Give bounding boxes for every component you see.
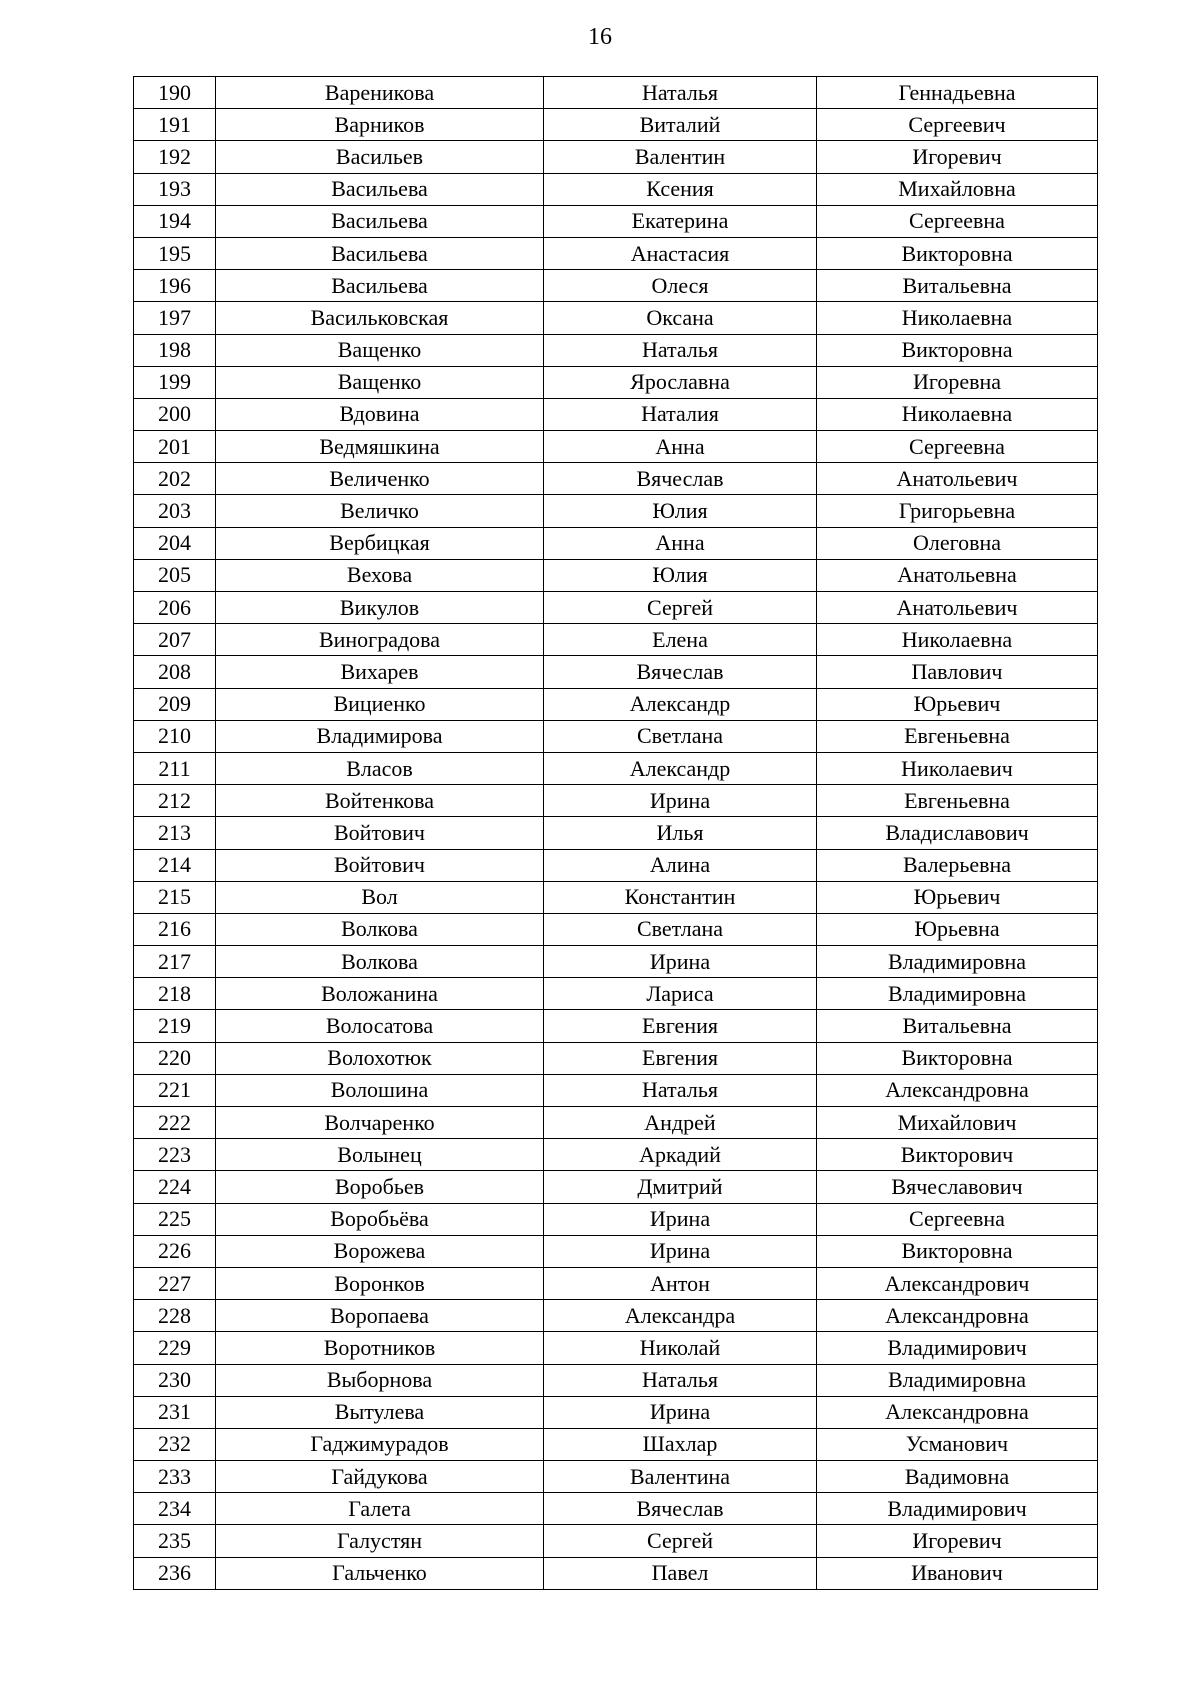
last-name-cell: Вербицкая xyxy=(216,527,544,559)
table-row xyxy=(134,817,1098,849)
first-name-cell: Екатерина xyxy=(544,205,817,237)
first-name-cell: Ирина xyxy=(544,785,817,817)
patronymic-cell: Владимировна xyxy=(817,1364,1098,1396)
row-number-cell: 230 xyxy=(134,1364,216,1396)
row-number-cell: 209 xyxy=(134,688,216,720)
row-number-cell: 198 xyxy=(134,334,216,366)
table-row xyxy=(134,1396,1098,1428)
last-name-cell: Вехова xyxy=(216,559,544,591)
patronymic-cell: Витальевна xyxy=(817,270,1098,302)
patronymic-cell: Владимирович xyxy=(817,1493,1098,1525)
patronymic-cell: Вадимовна xyxy=(817,1461,1098,1493)
last-name-cell: Вареникова xyxy=(216,77,544,109)
last-name-cell: Вдовина xyxy=(216,398,544,430)
first-name-cell: Евгения xyxy=(544,1042,817,1074)
first-name-cell: Юлия xyxy=(544,495,817,527)
row-number-cell: 233 xyxy=(134,1461,216,1493)
table-row xyxy=(134,109,1098,141)
last-name-cell: Гаджимурадов xyxy=(216,1428,544,1460)
last-name-cell: Воронков xyxy=(216,1267,544,1299)
patronymic-cell: Викторовна xyxy=(817,237,1098,269)
row-number-cell: 194 xyxy=(134,205,216,237)
first-name-cell: Вячеслав xyxy=(544,463,817,495)
row-number-cell: 191 xyxy=(134,109,216,141)
patronymic-cell: Владиславович xyxy=(817,817,1098,849)
table-row xyxy=(134,398,1098,430)
row-number-cell: 227 xyxy=(134,1267,216,1299)
table-row xyxy=(134,559,1098,591)
table-row xyxy=(134,237,1098,269)
last-name-cell: Выборнова xyxy=(216,1364,544,1396)
patronymic-cell: Викторовна xyxy=(817,334,1098,366)
first-name-cell: Анастасия xyxy=(544,237,817,269)
last-name-cell: Вытулева xyxy=(216,1396,544,1428)
patronymic-cell: Анатольевич xyxy=(817,592,1098,624)
table-row xyxy=(134,1428,1098,1460)
last-name-cell: Воропаева xyxy=(216,1300,544,1332)
first-name-cell: Юлия xyxy=(544,559,817,591)
row-number-cell: 235 xyxy=(134,1525,216,1557)
table-row xyxy=(134,77,1098,109)
row-number-cell: 232 xyxy=(134,1428,216,1460)
patronymic-cell: Александровна xyxy=(817,1300,1098,1332)
table-row xyxy=(134,205,1098,237)
patronymic-cell: Олеговна xyxy=(817,527,1098,559)
last-name-cell: Варников xyxy=(216,109,544,141)
row-number-cell: 211 xyxy=(134,752,216,784)
first-name-cell: Ярославна xyxy=(544,366,817,398)
patronymic-cell: Владимировна xyxy=(817,946,1098,978)
row-number-cell: 199 xyxy=(134,366,216,398)
table-row xyxy=(134,1461,1098,1493)
table-row xyxy=(134,1300,1098,1332)
patronymic-cell: Игоревич xyxy=(817,141,1098,173)
patronymic-cell: Викторовна xyxy=(817,1042,1098,1074)
table-row xyxy=(134,1235,1098,1267)
row-number-cell: 216 xyxy=(134,913,216,945)
first-name-cell: Александра xyxy=(544,1300,817,1332)
table-row xyxy=(134,1010,1098,1042)
table-row xyxy=(134,334,1098,366)
last-name-cell: Войтенкова xyxy=(216,785,544,817)
last-name-cell: Воротников xyxy=(216,1332,544,1364)
row-number-cell: 202 xyxy=(134,463,216,495)
first-name-cell: Ксения xyxy=(544,173,817,205)
patronymic-cell: Александровна xyxy=(817,1396,1098,1428)
first-name-cell: Анна xyxy=(544,431,817,463)
page-number: 16 xyxy=(588,24,612,50)
row-number-cell: 190 xyxy=(134,77,216,109)
table-row xyxy=(134,1171,1098,1203)
table-row xyxy=(134,1557,1098,1589)
row-number-cell: 221 xyxy=(134,1074,216,1106)
patronymic-cell: Николаевна xyxy=(817,624,1098,656)
row-number-cell: 229 xyxy=(134,1332,216,1364)
first-name-cell: Ирина xyxy=(544,1235,817,1267)
first-name-cell: Ирина xyxy=(544,946,817,978)
patronymic-cell: Викторович xyxy=(817,1139,1098,1171)
patronymic-cell: Сергеевна xyxy=(817,205,1098,237)
patronymic-cell: Витальевна xyxy=(817,1010,1098,1042)
row-number-cell: 225 xyxy=(134,1203,216,1235)
first-name-cell: Александр xyxy=(544,752,817,784)
row-number-cell: 219 xyxy=(134,1010,216,1042)
last-name-cell: Викулов xyxy=(216,592,544,624)
row-number-cell: 192 xyxy=(134,141,216,173)
row-number-cell: 224 xyxy=(134,1171,216,1203)
patronymic-cell: Александровна xyxy=(817,1074,1098,1106)
table-row xyxy=(134,752,1098,784)
patronymic-cell: Михайлович xyxy=(817,1107,1098,1139)
row-number-cell: 196 xyxy=(134,270,216,302)
first-name-cell: Наталья xyxy=(544,77,817,109)
last-name-cell: Ващенко xyxy=(216,334,544,366)
table-row xyxy=(134,302,1098,334)
first-name-cell: Шахлар xyxy=(544,1428,817,1460)
table-row xyxy=(134,1107,1098,1139)
last-name-cell: Войтович xyxy=(216,849,544,881)
table-row xyxy=(134,495,1098,527)
first-name-cell: Светлана xyxy=(544,913,817,945)
table-row xyxy=(134,1042,1098,1074)
first-name-cell: Сергей xyxy=(544,1525,817,1557)
roster-table-body xyxy=(134,77,1098,1590)
table-row xyxy=(134,1203,1098,1235)
last-name-cell: Величенко xyxy=(216,463,544,495)
patronymic-cell: Геннадьевна xyxy=(817,77,1098,109)
row-number-cell: 223 xyxy=(134,1139,216,1171)
patronymic-cell: Михайловна xyxy=(817,173,1098,205)
first-name-cell: Ирина xyxy=(544,1396,817,1428)
patronymic-cell: Вячеславович xyxy=(817,1171,1098,1203)
first-name-cell: Светлана xyxy=(544,720,817,752)
row-number-cell: 201 xyxy=(134,431,216,463)
roster-table xyxy=(133,76,1098,1590)
patronymic-cell: Юрьевич xyxy=(817,688,1098,720)
table-row xyxy=(134,881,1098,913)
row-number-cell: 193 xyxy=(134,173,216,205)
row-number-cell: 215 xyxy=(134,881,216,913)
first-name-cell: Дмитрий xyxy=(544,1171,817,1203)
row-number-cell: 226 xyxy=(134,1235,216,1267)
last-name-cell: Галустян xyxy=(216,1525,544,1557)
last-name-cell: Васильева xyxy=(216,173,544,205)
last-name-cell: Васильковская xyxy=(216,302,544,334)
last-name-cell: Ведмяшкина xyxy=(216,431,544,463)
first-name-cell: Наталья xyxy=(544,334,817,366)
first-name-cell: Валентин xyxy=(544,141,817,173)
table-row xyxy=(134,656,1098,688)
row-number-cell: 197 xyxy=(134,302,216,334)
patronymic-cell: Анатольевич xyxy=(817,463,1098,495)
row-number-cell: 214 xyxy=(134,849,216,881)
table-row xyxy=(134,1364,1098,1396)
patronymic-cell: Викторовна xyxy=(817,1235,1098,1267)
table-row xyxy=(134,1493,1098,1525)
first-name-cell: Наталья xyxy=(544,1074,817,1106)
last-name-cell: Волохотюк xyxy=(216,1042,544,1074)
first-name-cell: Илья xyxy=(544,817,817,849)
patronymic-cell: Владимировна xyxy=(817,978,1098,1010)
last-name-cell: Воложанина xyxy=(216,978,544,1010)
patronymic-cell: Александрович xyxy=(817,1267,1098,1299)
last-name-cell: Власов xyxy=(216,752,544,784)
patronymic-cell: Сергеевич xyxy=(817,109,1098,141)
table-row xyxy=(134,270,1098,302)
table-row xyxy=(134,1139,1098,1171)
table-row xyxy=(134,1267,1098,1299)
row-number-cell: 228 xyxy=(134,1300,216,1332)
last-name-cell: Воробьев xyxy=(216,1171,544,1203)
patronymic-cell: Евгеньевна xyxy=(817,720,1098,752)
first-name-cell: Аркадий xyxy=(544,1139,817,1171)
patronymic-cell: Николаевна xyxy=(817,398,1098,430)
first-name-cell: Вячеслав xyxy=(544,1493,817,1525)
patronymic-cell: Иванович xyxy=(817,1557,1098,1589)
last-name-cell: Васильева xyxy=(216,237,544,269)
table-row xyxy=(134,431,1098,463)
table-row xyxy=(134,624,1098,656)
last-name-cell: Вол xyxy=(216,881,544,913)
row-number-cell: 236 xyxy=(134,1557,216,1589)
row-number-cell: 220 xyxy=(134,1042,216,1074)
first-name-cell: Валентина xyxy=(544,1461,817,1493)
row-number-cell: 213 xyxy=(134,817,216,849)
last-name-cell: Виноградова xyxy=(216,624,544,656)
first-name-cell: Антон xyxy=(544,1267,817,1299)
last-name-cell: Волчаренко xyxy=(216,1107,544,1139)
first-name-cell: Оксана xyxy=(544,302,817,334)
first-name-cell: Вячеслав xyxy=(544,656,817,688)
first-name-cell: Алина xyxy=(544,849,817,881)
row-number-cell: 205 xyxy=(134,559,216,591)
last-name-cell: Вихарев xyxy=(216,656,544,688)
table-row xyxy=(134,785,1098,817)
last-name-cell: Войтович xyxy=(216,817,544,849)
row-number-cell: 231 xyxy=(134,1396,216,1428)
patronymic-cell: Юрьевич xyxy=(817,881,1098,913)
patronymic-cell: Усманович xyxy=(817,1428,1098,1460)
first-name-cell: Наталья xyxy=(544,1364,817,1396)
first-name-cell: Елена xyxy=(544,624,817,656)
row-number-cell: 234 xyxy=(134,1493,216,1525)
last-name-cell: Васильева xyxy=(216,205,544,237)
patronymic-cell: Игоревич xyxy=(817,1525,1098,1557)
table-row xyxy=(134,527,1098,559)
first-name-cell: Александр xyxy=(544,688,817,720)
table-row xyxy=(134,1332,1098,1364)
last-name-cell: Волосатова xyxy=(216,1010,544,1042)
patronymic-cell: Николаевна xyxy=(817,302,1098,334)
last-name-cell: Гайдукова xyxy=(216,1461,544,1493)
last-name-cell: Галета xyxy=(216,1493,544,1525)
first-name-cell: Наталия xyxy=(544,398,817,430)
last-name-cell: Волынец xyxy=(216,1139,544,1171)
row-number-cell: 200 xyxy=(134,398,216,430)
first-name-cell: Сергей xyxy=(544,592,817,624)
patronymic-cell: Игоревна xyxy=(817,366,1098,398)
table-row xyxy=(134,688,1098,720)
row-number-cell: 206 xyxy=(134,592,216,624)
last-name-cell: Ващенко xyxy=(216,366,544,398)
first-name-cell: Николай xyxy=(544,1332,817,1364)
row-number-cell: 195 xyxy=(134,237,216,269)
patronymic-cell: Анатольевна xyxy=(817,559,1098,591)
last-name-cell: Волкова xyxy=(216,913,544,945)
patronymic-cell: Валерьевна xyxy=(817,849,1098,881)
last-name-cell: Ворожева xyxy=(216,1235,544,1267)
last-name-cell: Волошина xyxy=(216,1074,544,1106)
table-row xyxy=(134,141,1098,173)
table-row xyxy=(134,366,1098,398)
row-number-cell: 203 xyxy=(134,495,216,527)
first-name-cell: Виталий xyxy=(544,109,817,141)
table-row xyxy=(134,946,1098,978)
table-row xyxy=(134,913,1098,945)
last-name-cell: Владимирова xyxy=(216,720,544,752)
first-name-cell: Лариса xyxy=(544,978,817,1010)
row-number-cell: 208 xyxy=(134,656,216,688)
table-row xyxy=(134,463,1098,495)
table-row xyxy=(134,1525,1098,1557)
last-name-cell: Воробьёва xyxy=(216,1203,544,1235)
first-name-cell: Олеся xyxy=(544,270,817,302)
patronymic-cell: Юрьевна xyxy=(817,913,1098,945)
table-row xyxy=(134,173,1098,205)
patronymic-cell: Владимирович xyxy=(817,1332,1098,1364)
patronymic-cell: Николаевич xyxy=(817,752,1098,784)
last-name-cell: Вициенко xyxy=(216,688,544,720)
last-name-cell: Васильева xyxy=(216,270,544,302)
first-name-cell: Павел xyxy=(544,1557,817,1589)
last-name-cell: Васильев xyxy=(216,141,544,173)
row-number-cell: 204 xyxy=(134,527,216,559)
first-name-cell: Константин xyxy=(544,881,817,913)
row-number-cell: 217 xyxy=(134,946,216,978)
table-row xyxy=(134,592,1098,624)
last-name-cell: Гальченко xyxy=(216,1557,544,1589)
row-number-cell: 218 xyxy=(134,978,216,1010)
first-name-cell: Анна xyxy=(544,527,817,559)
first-name-cell: Евгения xyxy=(544,1010,817,1042)
row-number-cell: 212 xyxy=(134,785,216,817)
patronymic-cell: Евгеньевна xyxy=(817,785,1098,817)
table-row xyxy=(134,1074,1098,1106)
table-row xyxy=(134,849,1098,881)
table-row xyxy=(134,978,1098,1010)
last-name-cell: Величко xyxy=(216,495,544,527)
first-name-cell: Ирина xyxy=(544,1203,817,1235)
patronymic-cell: Павлович xyxy=(817,656,1098,688)
table-row xyxy=(134,720,1098,752)
row-number-cell: 222 xyxy=(134,1107,216,1139)
patronymic-cell: Сергеевна xyxy=(817,431,1098,463)
row-number-cell: 207 xyxy=(134,624,216,656)
row-number-cell: 210 xyxy=(134,720,216,752)
first-name-cell: Андрей xyxy=(544,1107,817,1139)
patronymic-cell: Сергеевна xyxy=(817,1203,1098,1235)
patronymic-cell: Григорьевна xyxy=(817,495,1098,527)
last-name-cell: Волкова xyxy=(216,946,544,978)
